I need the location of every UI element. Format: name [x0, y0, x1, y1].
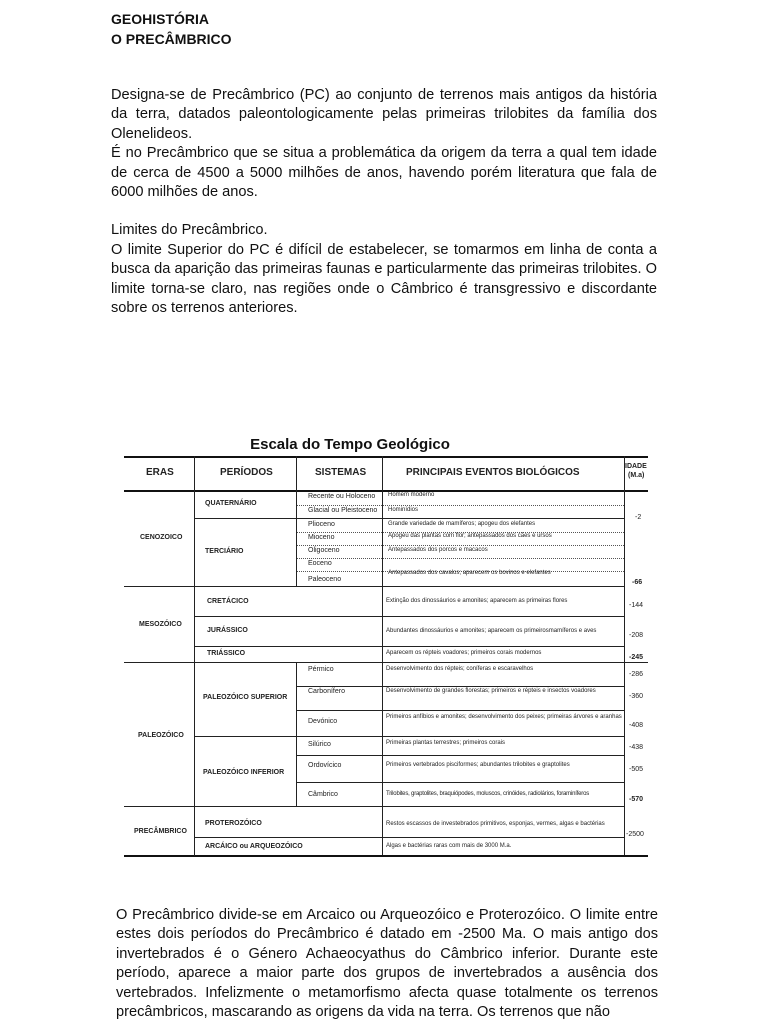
header-title: GEOHISTÓRIA: [111, 11, 210, 27]
system-recente: Recente ou Holoceno: [308, 493, 376, 500]
system-eoceno: Eoceno: [308, 560, 332, 567]
system-mioceno: Mioceno: [308, 534, 335, 541]
event-paleoceno: Antepassados dos cavalos; aparecem os bovinos e elefantes: [388, 570, 551, 576]
age-245: -245: [629, 654, 644, 661]
period-terciario: TERCIÁRIO: [205, 548, 244, 555]
era-mesozoico: MESOZÓICO: [139, 621, 182, 628]
age-208: -208: [629, 632, 644, 639]
intro-text: [111, 86, 657, 318]
event-arcaico: Algas e bactérias raras com mais de 3000 M.a.: [386, 843, 512, 849]
intro-paragraph-3: Limites do Precâmbrico.: [111, 222, 268, 239]
header-eventos: PRINCIPAIS EVENTOS BIOLÓGICOS: [406, 467, 580, 478]
age-2: -2: [635, 514, 642, 521]
geologic-time-table: [124, 456, 648, 856]
event-plioceno: Grande variedade de mamíferos; apogeu dos elefantes: [388, 521, 536, 527]
system-ordovicico: Ordovícico: [308, 762, 342, 769]
system-glacial: Glacial ou Pleistoceno: [308, 507, 378, 514]
age-66: -66: [632, 579, 643, 586]
period-proterozoico: PROTEROZÓICO: [205, 820, 262, 827]
age-2500: -2500: [626, 831, 644, 838]
header-sistemas: SISTEMAS: [315, 467, 367, 478]
age-408: -408: [629, 722, 644, 729]
system-paleoceno: Paleoceno: [308, 576, 342, 583]
event-silurico: Primeiras plantas terrestres; primeiros corais: [386, 740, 506, 746]
period-triassico: TRIÁSSICO: [207, 650, 246, 657]
event-triassico: Aparecem os répteis voadores; primeiros corais modernos: [386, 650, 542, 656]
header-idade: IDADE: [625, 463, 647, 470]
era-cenozoico: CENOZOICO: [140, 534, 183, 541]
intro-paragraph-4: O limite Superior do PC é difícil de estabelecer, se tomarmos em linha de conta a busca da aparição das primeiras faunas e particularmente das primeiras trilobites. O limite torna-se claro, nas regiões onde o Câmbrico é transgressivo e discordante sobre os terrenos anteriores.: [111, 241, 657, 317]
age-286: -286: [629, 671, 644, 678]
period-quaternario: QUATERNÁRIO: [205, 500, 257, 507]
age-570: -570: [629, 796, 644, 803]
period-jurassico: JURÁSSICO: [207, 627, 248, 634]
system-oligoceno: Oligoceno: [308, 547, 340, 554]
table-title: Escala do Tempo Geológico: [250, 436, 450, 453]
event-proterozoico: Restos escassos de investebrados primitivos, esponjas, vermes, algas e bactérias: [386, 821, 605, 827]
event-carbonifero: Desenvolvimento de grandes florestas; primeiros e répteis e insectos voadores: [386, 688, 596, 694]
age-144: -144: [629, 602, 644, 609]
document-header: [111, 9, 232, 49]
system-devonico: Devónico: [308, 718, 338, 725]
system-cambrico: Câmbrico: [308, 791, 338, 798]
event-devonico: Primeiros anfíbios e amonites; desenvolvimento dos peixes; primeiras árvores e aranhas: [386, 714, 622, 720]
period-cretacico: CRETÁCICO: [207, 598, 249, 605]
age-438: -438: [629, 744, 644, 751]
event-cretacico: Extinção dos dinossáurios e amonites; aparecem as primeiras flores: [386, 598, 568, 604]
system-plioceno: Plioceno: [308, 521, 335, 528]
event-cambrico: Trilobites, graptolites, braquiópodes, moluscos, crinóides, radiolários, foraminíferos: [386, 791, 590, 797]
period-arcaico: ARCÁICO ou ARQUEOZÓICO: [205, 843, 303, 850]
bottom-text: [116, 906, 658, 1022]
event-glacial: Hominídios: [388, 507, 419, 513]
intro-paragraph-1: Designa-se de Precâmbrico (PC) ao conjunto de terrenos mais antigos da história da terra, datados paleontologicamente pelas primeiras trilobites da família dos Olenelideos.: [111, 87, 657, 142]
bottom-paragraph-1: O Precâmbrico divide-se em Arcaico ou Arqueozóico e Proterozóico. O limite entre estes dois períodos do Precâmbrico é datado em -2500 Ma. O mais antigo dos invertebrados é o Género Achaeocyathus do Câmbrico inferior. Durante este período, aparece a maior parte dos grupos de invertebrados a ausência dos vertebrados. Infelizmente o metamorfismo afecta quase totalmente os terrenos precâmbricos, mascarando as origens da vida na terra. Os terrenos que não: [116, 907, 658, 1021]
system-carbonifero: Carbonífero: [308, 688, 345, 695]
header-idade-unit: (M.a): [628, 472, 645, 479]
age-360: -360: [629, 693, 644, 700]
age-505: -505: [629, 766, 644, 773]
header-subtitle: O PRECÂMBRICO: [111, 31, 232, 47]
system-permico: Pérmico: [308, 666, 334, 673]
era-paleozoico: PALEOZÓICO: [138, 732, 184, 739]
event-mioceno: Apogeu das plantas com flor; antepassados dos cães e ursos: [388, 533, 552, 539]
event-recente: Homem moderno: [388, 492, 435, 498]
intro-paragraph-2: É no Precâmbrico que se situa a problemática da origem da terra a qual tem idade de cerca de 4500 a 5000 milhões de anos, havendo porém literatura que fala de 6000 milhões de anos.: [111, 145, 657, 201]
era-precambrico: PRECÂMBRICO: [134, 828, 187, 835]
event-oligoceno: Antepassados dos porcos e macacos: [388, 547, 488, 553]
period-paleozoico-inferior: PALEOZÓICO INFERIOR: [203, 769, 285, 776]
event-ordovicico: Primeiros vertebrados pisciformes; abundantes trilobites e graptolites: [386, 762, 570, 768]
header-eras: ERAS: [146, 467, 174, 478]
system-silurico: Silúrico: [308, 741, 331, 748]
event-permico: Desenvolvimento dos répteis; coníferas e escaravelhos: [386, 666, 534, 672]
header-periodos: PERÍODOS: [220, 467, 273, 478]
period-paleozoico-superior: PALEOZÓICO SUPERIOR: [203, 694, 288, 701]
event-jurassico: Abundantes dinossáurios e amonites; aparecem os primeirosmamíferos e aves: [386, 628, 597, 634]
